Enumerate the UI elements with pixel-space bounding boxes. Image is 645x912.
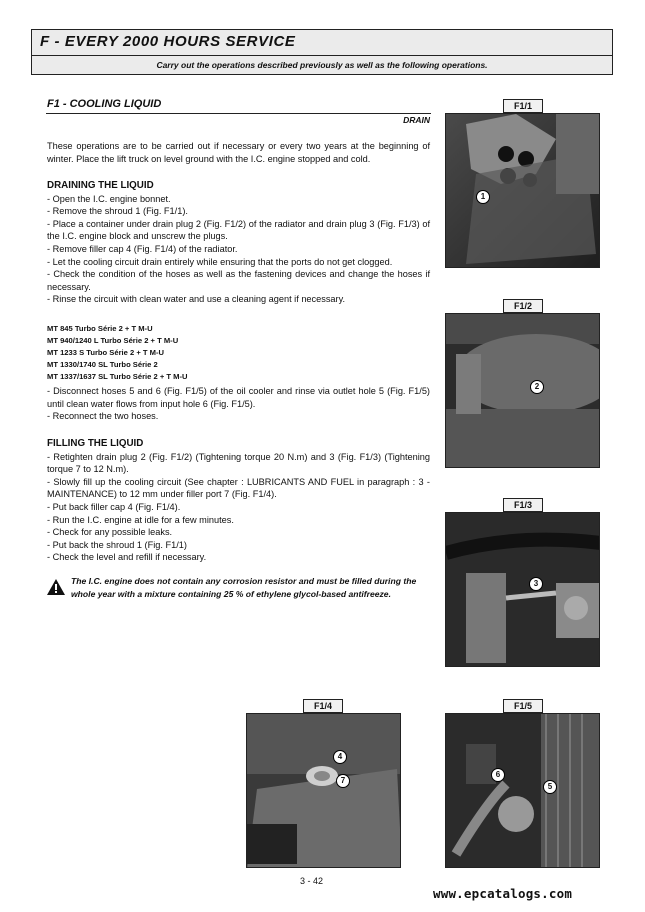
figure-label-f1-4: F1/4 (303, 699, 343, 713)
callout-7: 7 (336, 774, 350, 788)
intro-paragraph (47, 140, 430, 165)
page-number: 3 - 42 (300, 876, 324, 886)
filling-block (47, 438, 430, 564)
filling-heading: FILLING THE LIQUID (47, 438, 144, 449)
callout-4: 4 (333, 750, 347, 764)
model-list (47, 323, 307, 383)
model-item: MT 1330/1740 SL Turbo Série 2 (47, 360, 158, 369)
header-subtitle: Carry out the operations described previously as well as the following operations. (156, 60, 488, 70)
list-item: - Place a container under drain plug 2 (Fig. F1/2) of the radiator and drain plug 3 (Fig. F1/3) of the I.C. engine block and unscrew the plugs. (47, 218, 430, 242)
section-title: F1 - COOLING LIQUID (47, 98, 162, 110)
figure-photo-f1-3 (445, 512, 600, 667)
watermark-link[interactable]: www.epcatalogs.com (433, 886, 573, 901)
callout-3: 3 (529, 577, 543, 591)
warning-icon (46, 578, 66, 596)
list-item: - Rinse the circuit with clean water and use a cleaning agent if necessary. (47, 294, 346, 305)
list-item: - Put back filler cap 4 (Fig. F1/4). (47, 501, 181, 512)
draining-heading: DRAINING THE LIQUID (47, 180, 154, 191)
list-item: - Remove filler cap 4 (Fig. F1/4) of the radiator. (47, 243, 238, 254)
list-item: - Open the I.C. engine bonnet. (47, 193, 171, 204)
callout-2: 2 (530, 380, 544, 394)
callout-5: 5 (543, 780, 557, 794)
figure-photo-f1-2 (445, 313, 600, 468)
list-item: - Retighten drain plug 2 (Fig. F1/2) (Tightening torque 20 N.m) and 3 (Fig. F1/3) (Tightening torque 7 to 12 N.m). (47, 451, 430, 475)
list-item: - Check the condition of the hoses as well as the fastening devices and change the hoses if necessary. (47, 269, 430, 292)
section-divider (46, 113, 431, 114)
header-box (31, 29, 613, 75)
list-item: - Remove the shroud 1 (Fig. F1/1). (47, 206, 188, 217)
figure-photo-f1-1 (445, 113, 600, 268)
callout-1: 1 (476, 190, 490, 204)
model-item: MT 940/1240 L Turbo Série 2 + T M-U (47, 336, 179, 345)
figure-photo-f1-4 (246, 713, 401, 868)
list-item: - Let the cooling circuit drain entirely while ensuring that the ports do not get clogged. (47, 256, 393, 267)
figure-label-f1-3: F1/3 (503, 498, 543, 512)
models-instructions (47, 385, 430, 423)
list-item: - Put back the shroud 1 (Fig. F1/1) (47, 539, 187, 550)
list-item: - Slowly fill up the cooling circuit (See chapter : LUBRICANTS AND FUEL in paragraph : 3 - MAINTENANCE) to 12 mm under filler port 7 (Fig. F1/4). (47, 476, 430, 500)
page-title: F - EVERY 2000 HOURS SERVICE (40, 33, 296, 50)
figure-photo-f1-5 (445, 713, 600, 868)
list-item: - Reconnect the two hoses. (47, 411, 159, 422)
intro-text: These operations are to be carried out if necessary or every two years at the beginning of winter. Place the lift truck on level ground with the I.C. engine stopped and cold. (47, 141, 430, 164)
model-item: MT 1233 S Turbo Série 2 + T M-U (47, 348, 164, 357)
warning-text: The I.C. engine does not contain any corrosion resistor and must be filled during the whole year with a mixture containing 25 % of ethylene glycol-based antifreeze. (71, 576, 417, 599)
drain-subheading: DRAIN (403, 115, 430, 125)
figure-label-f1-5: F1/5 (503, 699, 543, 713)
header-divider (32, 55, 612, 56)
draining-block (47, 180, 430, 306)
figure-label-f1-1: F1/1 (503, 99, 543, 113)
list-item: - Check the level and refill if necessary. (47, 552, 207, 563)
model-item: MT 1337/1637 SL Turbo Série 2 + T M-U (47, 372, 188, 381)
callout-6: 6 (491, 768, 505, 782)
figure-label-f1-2: F1/2 (503, 299, 543, 313)
model-item: MT 845 Turbo Série 2 + T M-U (47, 324, 153, 333)
list-item: - Check for any possible leaks. (47, 527, 173, 538)
list-item: - Disconnect hoses 5 and 6 (Fig. F1/5) of the oil cooler and rinse via outlet hole 5 (Fig. F1/5) until clean water flows from input hole 6 (Fig. F1/5). (47, 386, 430, 409)
list-item: - Run the I.C. engine at idle for a few minutes. (47, 514, 234, 525)
